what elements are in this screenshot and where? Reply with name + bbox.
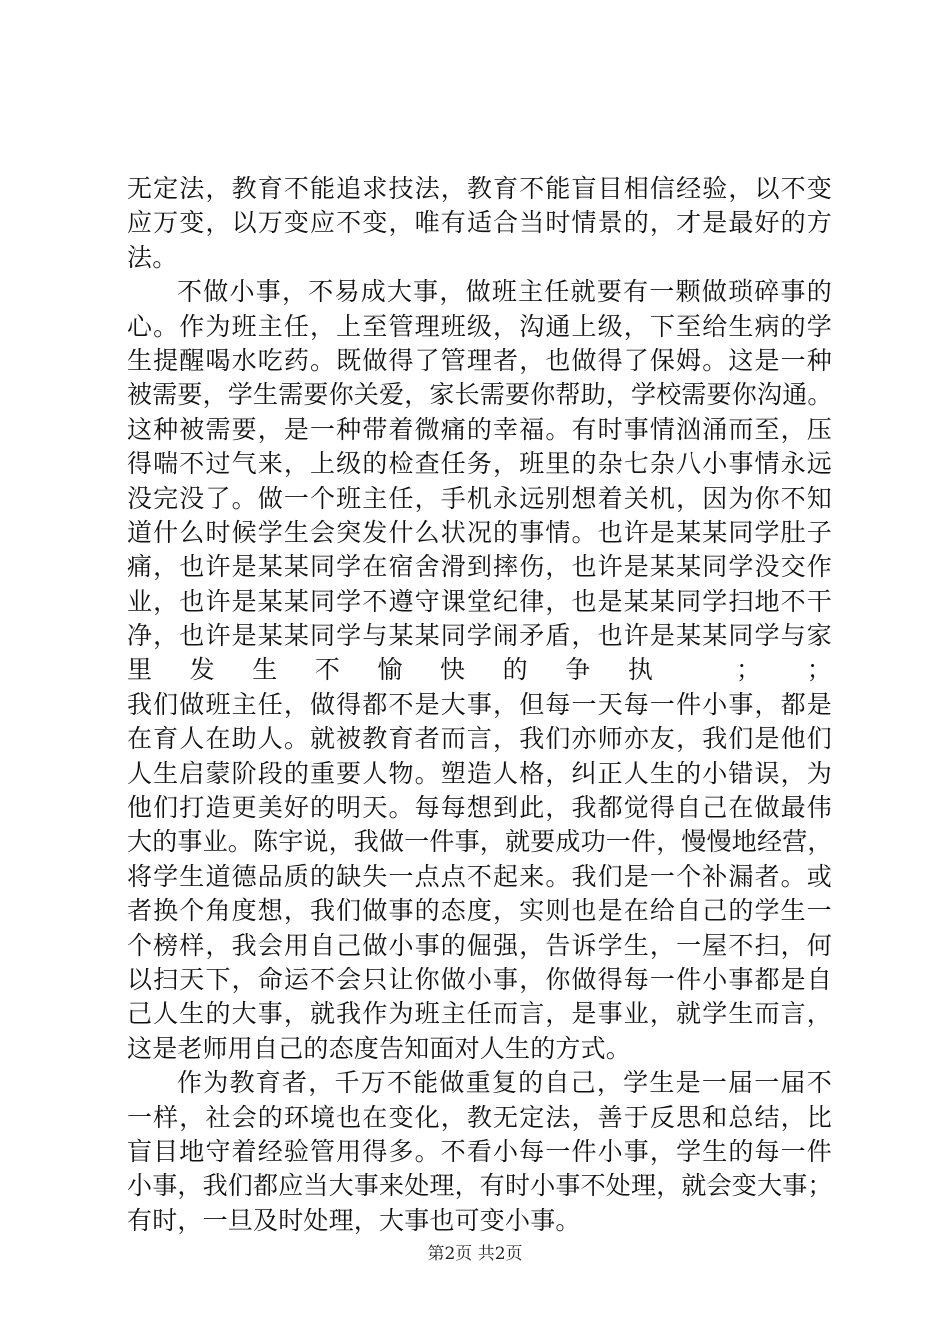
text-line: 法。 — [127, 242, 178, 272]
text-line: 生提醒喝水吃药。既做得了管理者，也做得了保姆。这是一种 — [127, 345, 832, 375]
text-line: 业，也许是某某同学不遵守课堂纪律，也是某某同学扫地不干 — [127, 586, 832, 616]
text-line: 在育人在助人。就被教育者而言，我们亦师亦友，我们是他们 — [127, 724, 832, 754]
text-line: 小事，我们都应当大事来处理，有时小事不处理，就会变大事； — [127, 1171, 833, 1201]
text-line: 己人生的大事，就我作为班主任而言，是事业，就学生而言， — [127, 999, 832, 1029]
text-line: 净，也许是某某同学与某某同学闹矛盾，也许是某某同学与家 — [127, 621, 832, 651]
text-line: 我们做班主任，做得都不是大事，但每一天每一件小事，都是 — [127, 689, 832, 719]
paragraph — [127, 172, 832, 275]
paragraph — [127, 1066, 832, 1238]
text-line: 得喘不过气来，上级的检查任务，班里的杂七杂八小事情永远 — [127, 449, 832, 479]
text-line: 者换个角度想，我们做事的态度，实则也是在给自己的学生一 — [127, 896, 832, 926]
text-line: 作为教育者，千万不能做重复的自己，学生是一届一届不 — [177, 1068, 832, 1098]
text-line: 不做小事，不易成大事，做班主任就要有一颗做琐碎事的 — [177, 277, 832, 307]
paragraph — [127, 275, 832, 1066]
text-line: 痛，也许是某某同学在宿舍滑到摔伤，也许是某某同学没交作 — [127, 552, 832, 582]
text-line: 盲目地守着经验管用得多。不看小每一件小事，学生的每一件 — [127, 1136, 832, 1166]
text-line: 应万变，以万变应不变，唯有适合当时情景的，才是最好的方 — [127, 208, 832, 238]
page-footer: 第2页 共2页 — [427, 1244, 523, 1264]
text-line: 心。作为班主任，上至管理班级，沟通上级，下至给生病的学 — [127, 311, 832, 341]
text-line: 无定法，教育不能追求技法，教育不能盲目相信经验，以不变 — [127, 174, 832, 203]
text-line: 他们打造更美好的明天。每每想到此，我都觉得自己在做最伟 — [127, 793, 832, 823]
text-line: 这种被需要，是一种带着微痛的幸福。有时事情汹涌而至，压 — [127, 414, 832, 444]
text-line: 人生启蒙阶段的重要人物。塑造人格，纠正人生的小错误，为 — [127, 758, 832, 788]
text-line: 被需要，学生需要你关爱，家长需要你帮助，学校需要你沟通。 — [127, 380, 833, 410]
text-line: 以扫天下，命运不会只让你做小事，你做得每一件小事都是自 — [127, 964, 832, 994]
text-line: 有时，一旦及时处理，大事也可变小事。 — [127, 1205, 581, 1235]
text-line: 将学生道德品质的缺失一点点不起来。我们是一个补漏者。或 — [127, 861, 832, 891]
text-line: 个榜样，我会用自己做小事的倔强，告诉学生，一屋不扫，何 — [127, 930, 832, 960]
text-line: 这是老师用自己的态度告知面对人生的方式。 — [127, 1033, 632, 1063]
text-line: 大的事业。陈宇说，我做一件事，就要成功一件，慢慢地经营， — [127, 827, 833, 857]
text-line: 没完没了。做一个班主任，手机永远别想着关机，因为你不知 — [127, 483, 832, 513]
text-line: 道什么时候学生会突发什么状况的事情。也许是某某同学肚子 — [127, 517, 832, 547]
text-line: 里发生不愉快的争执 ； ； — [127, 655, 832, 685]
text-line: 一样，社会的环境也在变化，教无定法，善于反思和总结，比 — [127, 1102, 832, 1132]
document-body — [127, 172, 832, 1238]
